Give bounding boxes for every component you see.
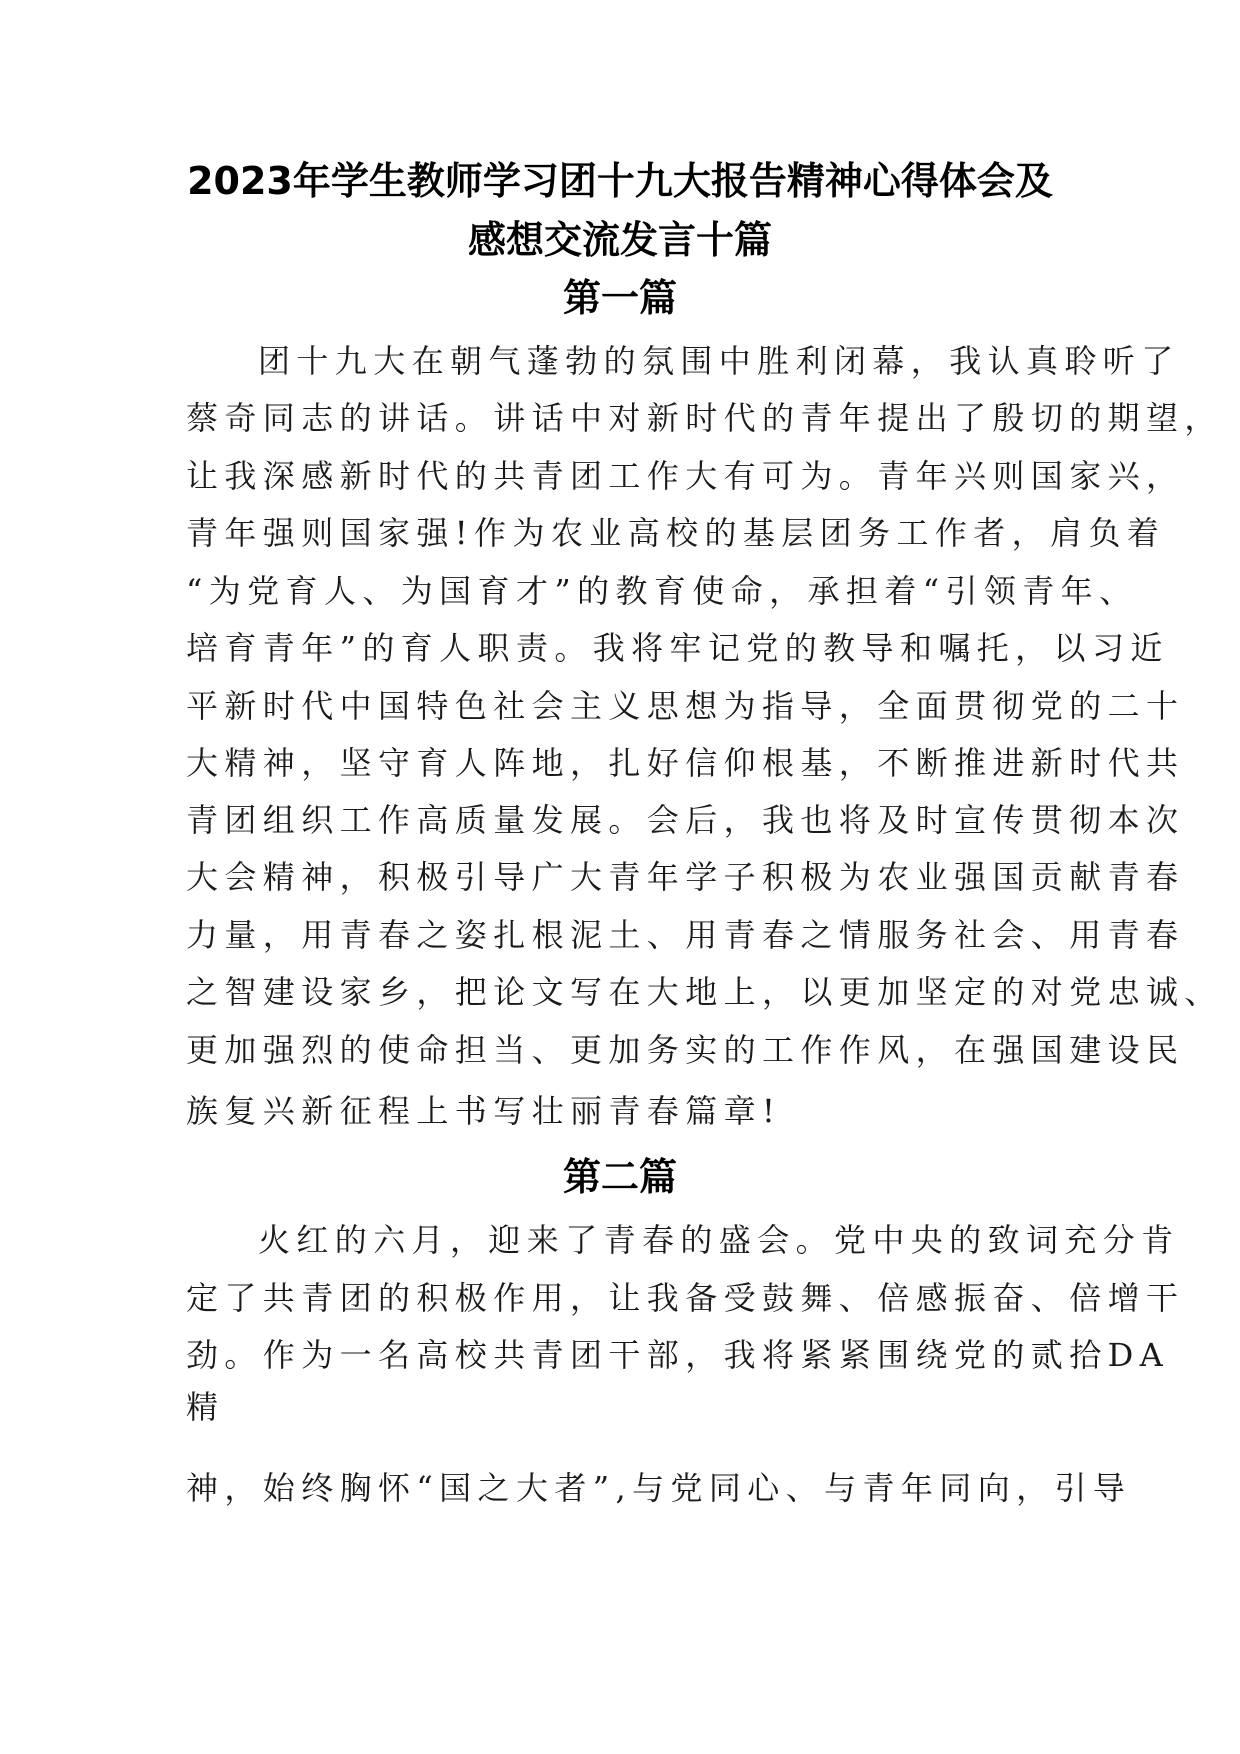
- section-2-paragraph-line: 神，始终胸怀“国之大者”,与党同心、与青年同向，引导: [186, 1469, 1132, 1507]
- section-2-paragraph-line: 火红的六月，迎来了青春的盛会。党中央的致词充分肯: [258, 1221, 1180, 1259]
- section-1-paragraph-line: 力量，用青春之姿扎根泥土、用青春之情服务社会、用青春: [186, 916, 1185, 954]
- section-1-paragraph-line: 平新时代中国特色社会主义思想为指导，全面贯彻党的二十: [186, 687, 1185, 725]
- section-1-paragraph-line: 青团组织工作高质量发展。会后，我也将及时宣传贯彻本次: [186, 801, 1185, 839]
- document-title-line-1: 2023年学生教师学习团十九大报告精神心得体会及: [187, 159, 1053, 203]
- section-1-paragraph-line: 青年强则国家强!作为农业高校的基层团务工作者，肩负着: [186, 514, 1166, 552]
- document-title-line-2: 感想交流发言十篇: [467, 218, 772, 262]
- section-1-paragraph-line: 大精神，坚守育人阵地，扎好信仰根基，不断推进新时代共: [186, 744, 1185, 782]
- section-2-heading: 第二篇: [562, 1155, 677, 1199]
- section-1-paragraph-line: 团十九大在朝气蓬勃的氛围中胜利闭幕，我认真聆听了: [258, 342, 1180, 380]
- section-2-paragraph-line: 劲。作为一名高校共青团干部，我将紧紧围绕党的贰拾DA: [186, 1336, 1170, 1374]
- section-2-paragraph-line: 精: [186, 1388, 225, 1426]
- section-1-paragraph-line: 让我深感新时代的共青团工作大有可为。青年兴则国家兴，: [186, 457, 1185, 495]
- section-1-paragraph-line: 蔡奇同志的讲话。讲话中对新时代的青年提出了殷切的期望，: [186, 399, 1223, 437]
- section-1-paragraph-line: 族复兴新征程上书写壮丽青春篇章!: [186, 1092, 782, 1130]
- section-2-paragraph-line: 定了共青团的积极作用，让我备受鼓舞、倍感振奋、倍增干: [186, 1279, 1185, 1317]
- section-1-heading: 第一篇: [562, 276, 677, 320]
- section-1-paragraph-line: “为党育人、为国育才”的教育使命，承担着“引领青年、: [186, 572, 1138, 610]
- section-1-paragraph-line: 更加强烈的使命担当、更加务实的工作作风，在强国建设民: [186, 1031, 1185, 1069]
- section-1-paragraph-line: 之智建设家乡，把论文写在大地上，以更加坚定的对党忠诚、: [186, 973, 1223, 1011]
- section-1-paragraph-line: 大会精神，积极引导广大青年学子积极为农业强国贡献青春: [186, 858, 1185, 896]
- section-1-paragraph-line: 培育青年”的育人职责。我将牢记党的教导和嘱托，以习近: [186, 629, 1169, 667]
